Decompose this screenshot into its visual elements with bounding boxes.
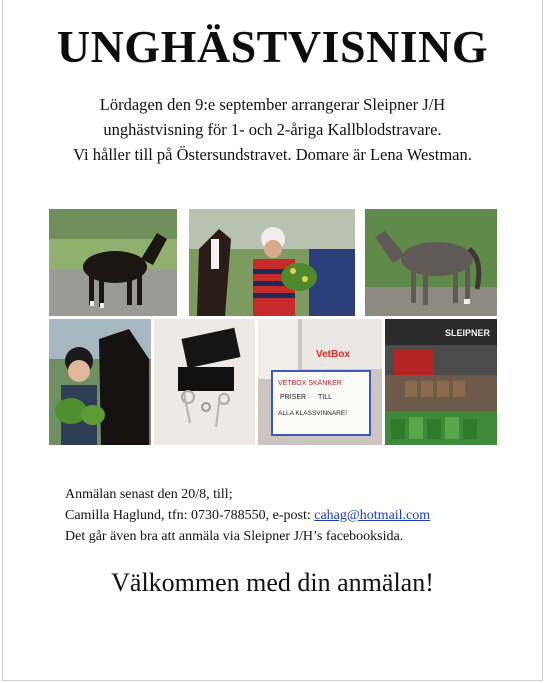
intro-line: Lördagen den 9:e september arrangerar Sleipner J/H	[99, 95, 446, 114]
intro-text	[3, 92, 542, 167]
email-link[interactable]: cahag@hotmail.com	[314, 508, 431, 523]
welcome-text: Välkommen med din anmälan!	[111, 568, 434, 597]
grey-horse-photo	[365, 209, 497, 316]
sign-line: TILL	[318, 394, 333, 401]
contact-info	[65, 484, 430, 547]
sign-line: VETBOX SKÄNKER	[278, 380, 342, 387]
sleipner-store-photo	[385, 319, 497, 445]
deadline-line: Anmälan senast den 20/8, till;	[65, 487, 233, 502]
intro-line: unghästvisning för 1- och 2-åriga Kallblodstravare.	[103, 120, 442, 139]
intro-line: Vi håller till på Östersundstravet. Domare är Lena Westman.	[73, 145, 472, 164]
driver-with-horse-photo	[189, 209, 355, 316]
flyer-page	[2, 0, 543, 681]
contact-phone-text: Camilla Haglund, tfn: 0730-788550, e-post:	[65, 508, 315, 523]
sign-line: ALLA KLASSVINNARE!	[278, 410, 348, 417]
vetbox-logo-text: VetBox	[316, 349, 350, 360]
rider-with-horse-photo	[49, 319, 151, 445]
vetbox-sign-photo	[258, 319, 382, 445]
dark-horse-photo	[49, 209, 177, 316]
facebook-line: Det går även bra att anmäla via Sleipner J/H’s facebooksida.	[65, 529, 404, 544]
sign-line: PRISER	[280, 394, 307, 401]
jewelry-prize-photo	[154, 319, 255, 445]
page-title: UNGHÄSTVISNING	[56, 21, 489, 72]
sleipner-banner-text: SLEIPNER	[445, 328, 491, 338]
contact-line	[65, 505, 430, 526]
